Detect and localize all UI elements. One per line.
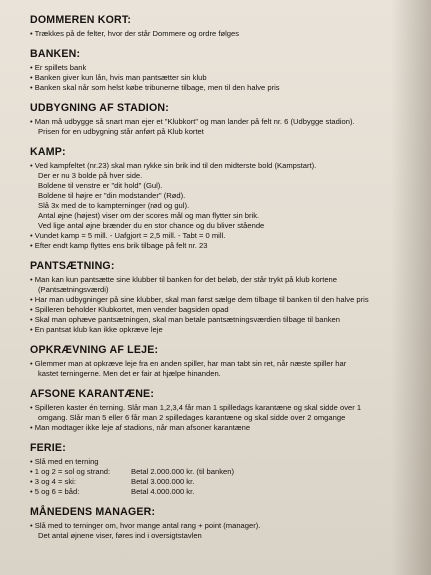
rules-section (30, 14, 419, 39)
section-heading: PANTSÆTNING: (30, 260, 115, 272)
rules-section (30, 506, 419, 541)
price-row (30, 487, 419, 497)
continuation-line: Det antal øjnene viser, føres ind i oversigtstavlen (38, 531, 202, 540)
section-heading: UDBYGNING AF STADION: (30, 102, 169, 114)
bullet-item: • Banken skal når som helst købe tribunerne tilbage, men til den halve pris (30, 83, 419, 93)
bullet-item: • Spilleren kaster én terning. Slår man 1,2,3,4 får man 1 spilledags karantæne og skal sidde over 1 (30, 403, 419, 413)
bullet-item: • Er spillets bank (30, 63, 419, 73)
section-heading: MÅNEDENS MANAGER: (30, 506, 156, 518)
section-heading: FERIE: (30, 442, 66, 454)
rules-section (30, 388, 419, 433)
continuation-line: Slå 3x med de to kampterninger (rød og gul). (38, 201, 190, 210)
section-heading: BANKEN: (30, 48, 81, 60)
section-heading: KAMP: (30, 146, 66, 158)
bullet-item: • Skal man ophæve pantsætningen, skal man betale pantsætningsværdien tilbage til banken (30, 315, 419, 325)
rules-section (30, 260, 419, 335)
rules-section (30, 48, 419, 93)
bullet-item: • Trækkes på de felter, hvor der står Dommere og ordre følges (30, 29, 419, 39)
bullet-item: • Glemmer man at opkræve leje fra en anden spiller, har man tabt sin ret, når næste spiller har (30, 359, 419, 369)
payment-amount: Betal 3.000.000 kr. (131, 477, 195, 486)
continuation-line: kastet terningerne. Men det er fair at hjælpe hinanden. (38, 369, 221, 378)
bullet-item: • Efter endt kamp flyttes ens brik tilbage på felt nr. 23 (30, 241, 419, 251)
dice-outcome: • 5 og 6 = båd: (30, 487, 131, 497)
bullet-item: • Man må udbygge så snart man ejer et "Klubkort" og man lander på felt nr. 6 (Udbygge stadion). (30, 117, 419, 127)
section-heading: AFSONE KARANTÆNE: (30, 388, 155, 400)
section-heading: OPKRÆVNING AF LEJE: (30, 344, 159, 356)
bullet-item: • Slå med to terninger om, hvor mange antal rang + point (manager). (30, 521, 419, 531)
bullet-item: • Man kan kun pantsætte sine klubber til banken for det beløb, der står trykt på klub kortene (30, 275, 419, 285)
price-row (30, 467, 419, 477)
bullet-item: • Slå med en terning (30, 457, 419, 467)
bullet-item: • Ved kampfeltet (nr.23) skal man rykke sin brik ind til den midterste bold (Kampstart). (30, 161, 419, 171)
rules-section (30, 102, 419, 137)
payment-amount: Betal 4.000.000 kr. (131, 487, 195, 496)
continuation-line: Der er nu 3 bolde på hver side. (38, 171, 143, 180)
dice-outcome: • 3 og 4 = ski: (30, 477, 131, 487)
bullet-item: • Spilleren beholder Klubkortet, men vender bagsiden opad (30, 305, 419, 315)
rules-section (30, 344, 419, 379)
payment-amount: Betal 2.000.000 kr. (til banken) (131, 467, 235, 476)
continuation-line: Boldene til venstre er "dit hold" (Gul). (38, 181, 163, 190)
dice-outcome: • 1 og 2 = sol og strand: (30, 467, 131, 477)
continuation-line: Boldene til højre er "din modstander" (Rød). (38, 191, 186, 200)
section-heading: DOMMEREN KORT: (30, 14, 132, 26)
continuation-line: Ved lige antal øjne brænder du en stor chance og du bliver stående (38, 221, 265, 230)
rules-section (30, 442, 419, 497)
bullet-item: • Vundet kamp = 5 mill. - Uafgjort = 2,5 mill. - Tabt = 0 mill. (30, 231, 419, 241)
bullet-item: • Har man udbygninger på sine klubber, skal man først sælge dem tilbage til banken til den halve pris (30, 295, 419, 305)
continuation-line: Antal øjne (højest) viser om der scores mål og man flytter sin brik. (38, 211, 260, 220)
bullet-item: • Man modtager ikke leje af stadions, når man afsoner karantæne (30, 423, 419, 433)
continuation-line: (Pantsætningsværdi) (38, 285, 109, 294)
bullet-item: • En pantsat klub kan ikke opkræve leje (30, 325, 419, 335)
price-row (30, 477, 419, 487)
continuation-line: Prisen for en udbygning står anført på Klub kortet (38, 127, 204, 136)
rules-section (30, 146, 419, 251)
bullet-item: • Banken giver kun lån, hvis man pantsætter sin klub (30, 73, 419, 83)
continuation-line: omgang. Slår man 5 eller 6 får man 2 spilledages karantæne og skal sidde over 2 omgange (38, 413, 346, 422)
